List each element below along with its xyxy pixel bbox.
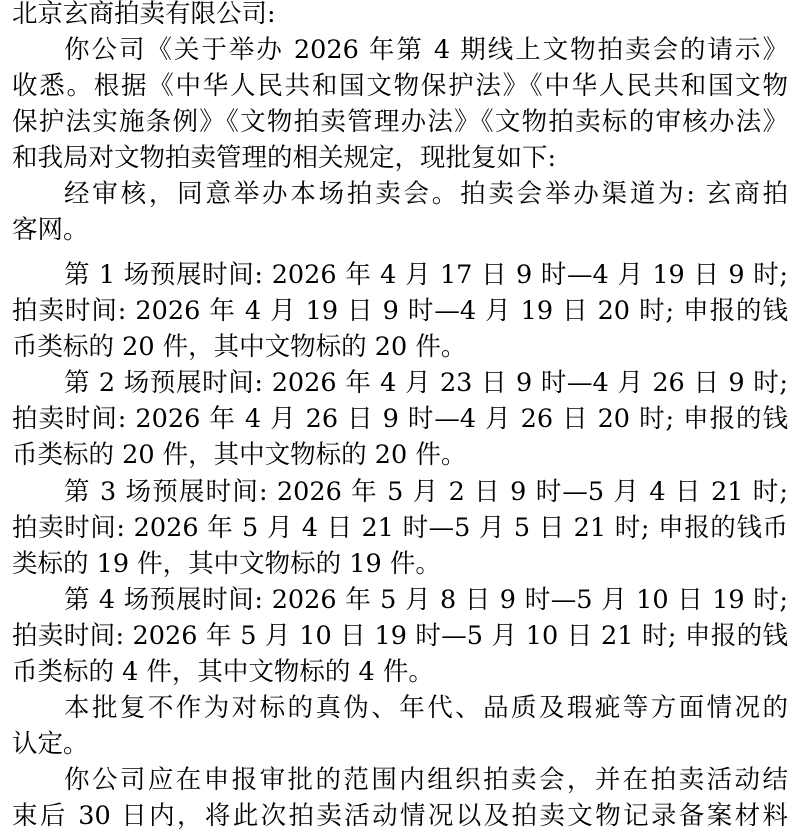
addressee: 北京玄商拍卖有限公司: bbox=[12, 0, 276, 29]
paragraph-line: 你公司应在申报审批的范围内组织拍卖会，并在拍卖活动结 bbox=[64, 765, 788, 795]
paragraph-line: 你公司《关于举办 2026 年第 4 期线上文物拍卖会的请示》 bbox=[64, 35, 788, 65]
session-4-line: 币类标的 4 件，其中文物标的 4 件。 bbox=[12, 657, 434, 687]
paragraph-line: 和我局对文物拍卖管理的相关规定，现批复如下: bbox=[12, 143, 557, 173]
session-1-line: 拍卖时间: 2026 年 4 月 19 日 9 时—4 月 19 日 20 时; 申报的钱 bbox=[12, 296, 788, 326]
session-4-line: 拍卖时间: 2026 年 5 月 10 日 19 时—5 月 10 日 21 时; 申报的钱 bbox=[12, 621, 788, 651]
paragraph-line: 经审核，同意举办本场拍卖会。拍卖会举办渠道为: 玄商拍 bbox=[64, 179, 788, 209]
session-3-line: 拍卖时间: 2026 年 5 月 4 日 21 时—5 月 5 日 21 时; 申报的钱币 bbox=[12, 513, 788, 543]
paragraph-line: 认定。 bbox=[12, 729, 89, 759]
session-1-line: 币类标的 20 件，其中文物标的 20 件。 bbox=[12, 332, 467, 362]
session-2-line: 拍卖时间: 2026 年 4 月 26 日 9 时—4 月 26 日 20 时; 申报的钱 bbox=[12, 404, 788, 434]
paragraph-line: 保护法实施条例》《文物拍卖管理办法》《文物拍卖标的审核办法》 bbox=[12, 107, 788, 137]
paragraph-line: 收悉。根据《中华人民共和国文物保护法》《中华人民共和国文物 bbox=[12, 71, 788, 101]
session-1-line: 第 1 场预展时间: 2026 年 4 月 17 日 9 时—4 月 19 日 9 时; bbox=[64, 260, 788, 290]
paragraph-line: 束后 30 日内，将此次拍卖活动情况以及拍卖文物记录备案材料 bbox=[12, 801, 788, 831]
paragraph-line: 本批复不作为对标的真伪、年代、品质及瑕疵等方面情况的 bbox=[64, 693, 788, 723]
session-3-line: 第 3 场预展时间: 2026 年 5 月 2 日 9 时—5 月 4 日 21 时; bbox=[64, 477, 788, 507]
session-2-line: 币类标的 20 件，其中文物标的 20 件。 bbox=[12, 440, 467, 470]
session-2-line: 第 2 场预展时间: 2026 年 4 月 23 日 9 时—4 月 26 日 9 时; bbox=[64, 368, 788, 398]
paragraph-line: 客网。 bbox=[12, 215, 89, 245]
session-3-line: 类标的 19 件，其中文物标的 19 件。 bbox=[12, 549, 441, 579]
session-4-line: 第 4 场预展时间: 2026 年 5 月 8 日 9 时—5 月 10 日 19 时; bbox=[64, 585, 788, 615]
